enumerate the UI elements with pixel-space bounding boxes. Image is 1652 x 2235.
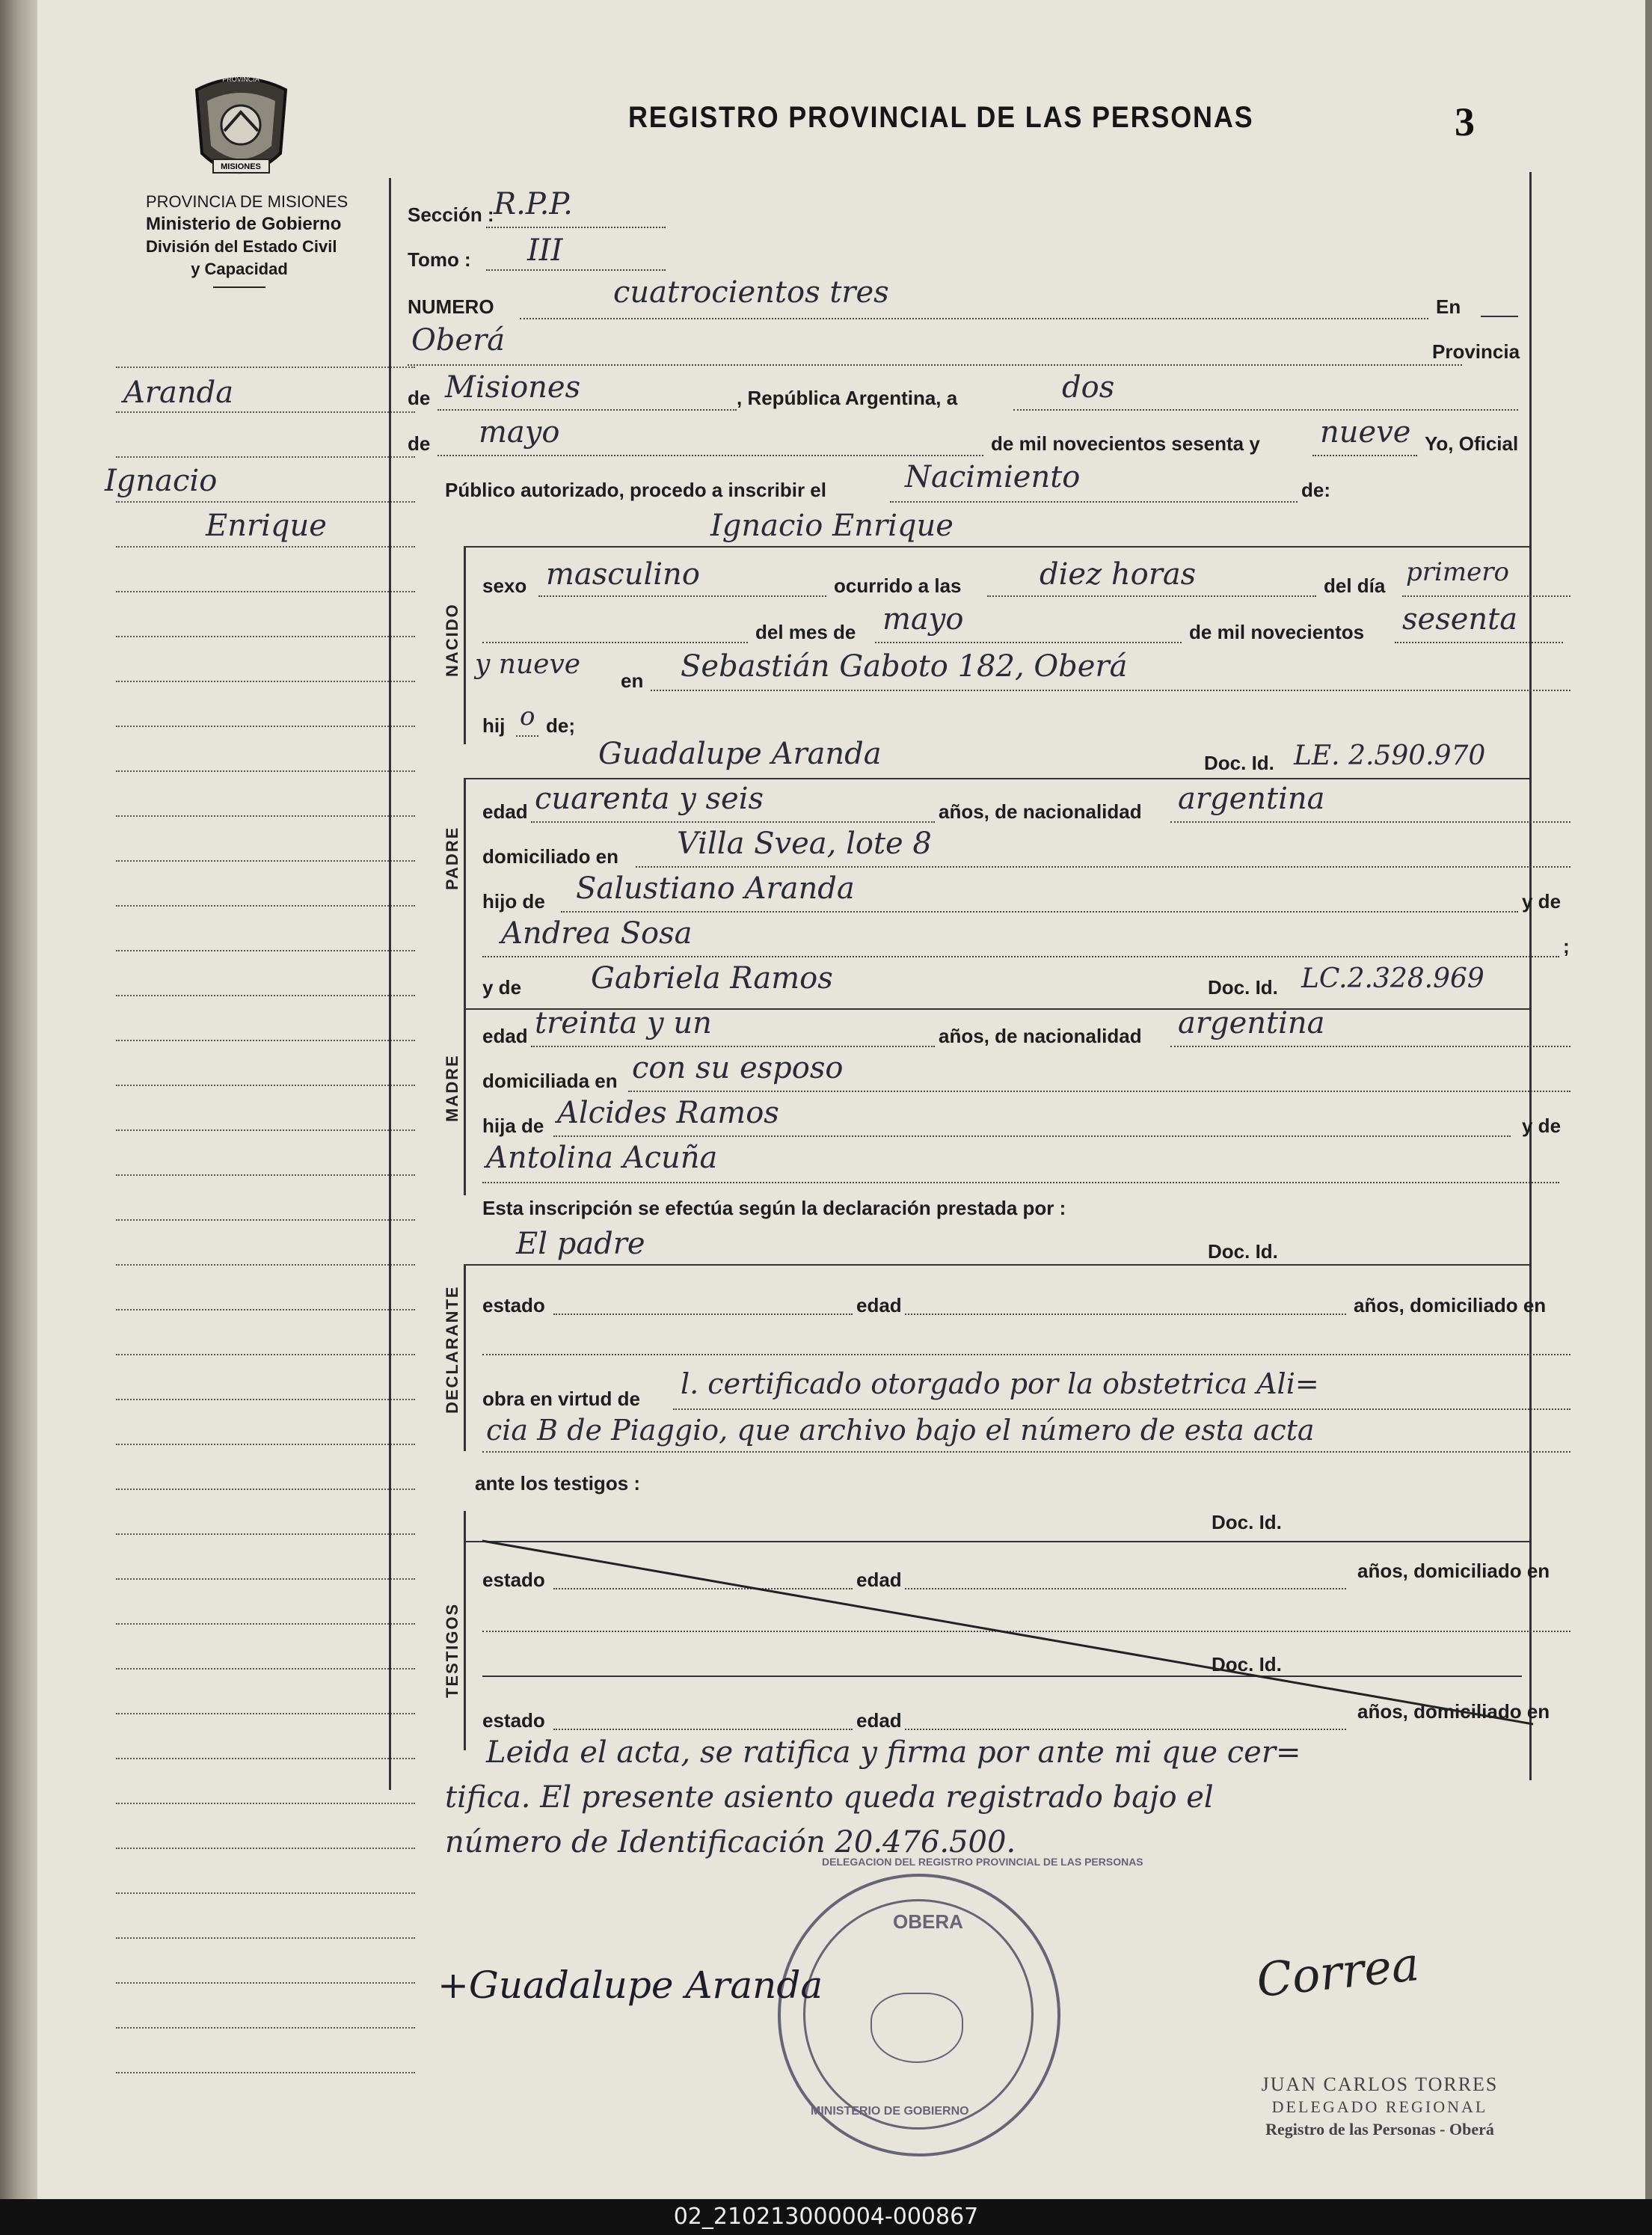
de-label-1: de: [408, 387, 431, 409]
abuelo-paterno-value: Salustiano Aranda: [576, 871, 855, 906]
office-divider: [213, 286, 265, 288]
testigo2-estado-label: estado: [482, 1709, 545, 1732]
section-madre: MADRE: [443, 1054, 461, 1122]
padre-domicilio-label: domiciliado en: [482, 845, 619, 868]
scan-filename: 02_210213000004-000867: [673, 2204, 979, 2230]
obra-line-1: l. certificado otorgado por la obstetrica Ali=: [681, 1367, 1319, 1400]
cierre-line-2: tifica. El presente asiento queda registrado bajo el: [445, 1780, 1214, 1815]
padre-y-de-label: y de: [1522, 890, 1562, 913]
madre-nacionalidad-value: argentina: [1178, 1006, 1325, 1040]
provincia-label: Provincia: [1432, 340, 1520, 363]
register-sheet: [37, 0, 1645, 2199]
abuela-paterna-value: Andrea Sosa: [501, 916, 693, 951]
localidad-value: Oberá: [411, 323, 506, 358]
declarante-value: El padre: [516, 1227, 645, 1261]
hora-value: diez horas: [1040, 557, 1197, 592]
province-crest-icon: [191, 71, 292, 183]
padre-edad-label: edad: [482, 800, 528, 823]
padre-edad-value: cuarenta y seis: [535, 782, 764, 816]
del-dia-label: del día: [1324, 574, 1386, 597]
frame-left-rule: [389, 178, 391, 1790]
obra-line-2: cia B de Piaggio, que archivo bajo el número de esta acta: [486, 1414, 1315, 1447]
obra-label: obra en virtud de: [482, 1388, 640, 1410]
abuelo-materno-value: Alcides Ramos: [557, 1096, 779, 1130]
dia-value: primero: [1406, 557, 1509, 587]
padre-semicolon: ;: [1563, 935, 1570, 957]
ante-testigos-label: ante los testigos :: [475, 1472, 641, 1494]
section-nacido: NACIDO: [443, 603, 461, 677]
stamp-bottom-text: MINISTERIO DE GOBIERNO: [811, 2105, 969, 2118]
seccion-value: R.P.P.: [494, 187, 573, 221]
abuela-materna-value: Antolina Acuña: [486, 1141, 718, 1175]
madre-hija-label: hija de: [482, 1115, 544, 1137]
crest-label-bottom: MISIONES: [221, 162, 261, 171]
madre-anos-label: años, de nacionalidad: [939, 1025, 1142, 1047]
madre-y-de-label-2: y de: [1522, 1115, 1562, 1137]
cierre-line-3: número de Identificación 20.476.500.: [445, 1825, 1016, 1860]
anio-nac-value: sesenta: [1402, 602, 1518, 637]
numero-label: NUMERO: [408, 295, 494, 318]
yo-oficial-label: Yo, Oficial: [1425, 432, 1519, 455]
padre-hijo-label: hijo de: [482, 890, 545, 913]
office-province: PROVINCIA DE MISIONES: [146, 192, 348, 211]
padre-anos-label: años, de nacionalidad: [939, 800, 1142, 823]
official-stamp: [778, 1856, 1143, 2156]
testigo2-edad-label: edad: [856, 1709, 902, 1732]
oficial-title: DELEGADO REGIONAL: [1271, 2097, 1488, 2116]
declaracion-label: Esta inscripción se efectúa según la declaración prestada por :: [482, 1197, 1066, 1219]
oficial-stamp-block: [1230, 2073, 1529, 2141]
de-semi-label: de;: [546, 714, 575, 737]
padre-nacionalidad-value: argentina: [1178, 782, 1325, 816]
hij-value: o: [520, 702, 535, 732]
testigo2-anos-label: años, domiciliado en: [1357, 1700, 1550, 1723]
testigo1-estado-label: estado: [482, 1569, 545, 1591]
nacido-nombre-value: Ignacio Enrique: [710, 509, 954, 543]
section-testigos: TESTIGOS: [443, 1602, 461, 1698]
page-number: 3: [1455, 99, 1475, 144]
tomo-label: Tomo :: [408, 248, 471, 271]
mes-value: mayo: [882, 602, 964, 637]
office-division: División del Estado Civil: [146, 237, 337, 256]
dia-inscripcion-value: dos: [1062, 370, 1115, 405]
declarante-doc-label: Doc. Id.: [1208, 1240, 1278, 1263]
declarante-anos-label: años, domiciliado en: [1354, 1294, 1547, 1316]
del-mes-label: del mes de: [755, 621, 856, 643]
oficial-name: JUAN CARLOS TORRES: [1261, 2073, 1499, 2095]
de-label-2: de: [408, 432, 431, 455]
mil-nov-label: de mil novecientos: [1189, 621, 1365, 643]
madre-doc-value: LC.2.328.969: [1301, 963, 1484, 994]
office-capacity: y Capacidad: [191, 260, 288, 278]
testigo1-doc-label: Doc. Id.: [1212, 1511, 1282, 1533]
en-lugar-label: en: [621, 669, 644, 692]
cierre-line-1: Leida el acta, se ratifica y firma por ante mi que cer=: [486, 1735, 1301, 1770]
padre-nombre-value: Guadalupe Aranda: [598, 737, 882, 771]
lugar-nacimiento-value: Sebastián Gaboto 182, Oberá: [681, 649, 1128, 684]
publico-label: Público autorizado, procedo a inscribir el: [445, 479, 826, 501]
declarante-signature: +Guadalupe Aranda: [437, 1963, 823, 2007]
oficial-office: Registro de las Personas - Oberá: [1265, 2120, 1494, 2139]
madre-nombre-value: Gabriela Ramos: [591, 961, 833, 996]
testigo1-edad-label: edad: [856, 1569, 902, 1591]
seccion-label: Sección :: [408, 203, 494, 226]
testigo2-doc-label: Doc. Id.: [1212, 1653, 1282, 1676]
mil-sesenta-label: de mil novecientos sesenta y: [991, 432, 1260, 455]
padre-domicilio-value: Villa Svea, lote 8: [677, 827, 932, 861]
madre-domicilio-value: con su esposo: [632, 1051, 844, 1085]
margin-surname: Aranda: [123, 375, 234, 410]
oficial-signature: Correa: [1253, 1936, 1422, 2008]
acto-value: Nacimiento: [905, 460, 1081, 494]
margin-name-first: Ignacio: [105, 464, 218, 498]
provincia-value: Misiones: [445, 370, 581, 405]
section-declarante: DECLARANTE: [443, 1285, 461, 1414]
testigo1-anos-label: años, domiciliado en: [1357, 1560, 1550, 1582]
page-title: REGISTRO PROVINCIAL DE LAS PERSONAS: [628, 101, 1254, 134]
padre-doc-label: Doc. Id.: [1204, 752, 1274, 774]
crest-label-top: PROVINCIA: [222, 76, 260, 83]
mes-inscripcion-value: mayo: [479, 415, 560, 450]
republica-label: , República Argentina, a: [737, 387, 958, 409]
stamp-ring-text: DELEGACION DEL REGISTRO PROVINCIAL DE LAS PERSONAS: [822, 1856, 1143, 1868]
madre-domicilio-label: domiciliada en: [482, 1070, 618, 1092]
anio-nac-value-2: y nueve: [475, 649, 581, 680]
testigos-cancel-stroke: [479, 1537, 1541, 1732]
declarante-estado-label: estado: [482, 1294, 545, 1316]
madre-edad-value: treinta y un: [535, 1006, 712, 1040]
declarante-edad-label: edad: [856, 1294, 902, 1316]
stamp-top-text: OBERA: [893, 1910, 963, 1933]
de-colon-label: de:: [1301, 479, 1330, 501]
padre-doc-value: LE. 2.590.970: [1294, 741, 1486, 771]
tomo-value: III: [527, 233, 563, 268]
numero-value: cuatrocientos tres: [613, 275, 889, 310]
scan-filename-bar: [0, 2199, 1652, 2235]
stamp-crest-icon: [870, 1993, 963, 2063]
ocurrido-label: ocurrido a las: [834, 574, 962, 597]
sexo-value: masculino: [546, 557, 700, 592]
sexo-label: sexo: [482, 574, 527, 597]
madre-y-de-label: y de: [482, 976, 522, 999]
anio-inscripcion-value: nueve: [1320, 415, 1411, 450]
hij-label: hij: [482, 714, 506, 737]
en-label: En: [1436, 295, 1461, 318]
madre-doc-label: Doc. Id.: [1208, 976, 1278, 999]
office-ministry: Ministerio de Gobierno: [146, 214, 342, 234]
office-heading: [146, 191, 348, 288]
madre-edad-label: edad: [482, 1025, 528, 1047]
section-padre: PADRE: [443, 826, 461, 890]
margin-name-second: Enrique: [206, 509, 327, 543]
